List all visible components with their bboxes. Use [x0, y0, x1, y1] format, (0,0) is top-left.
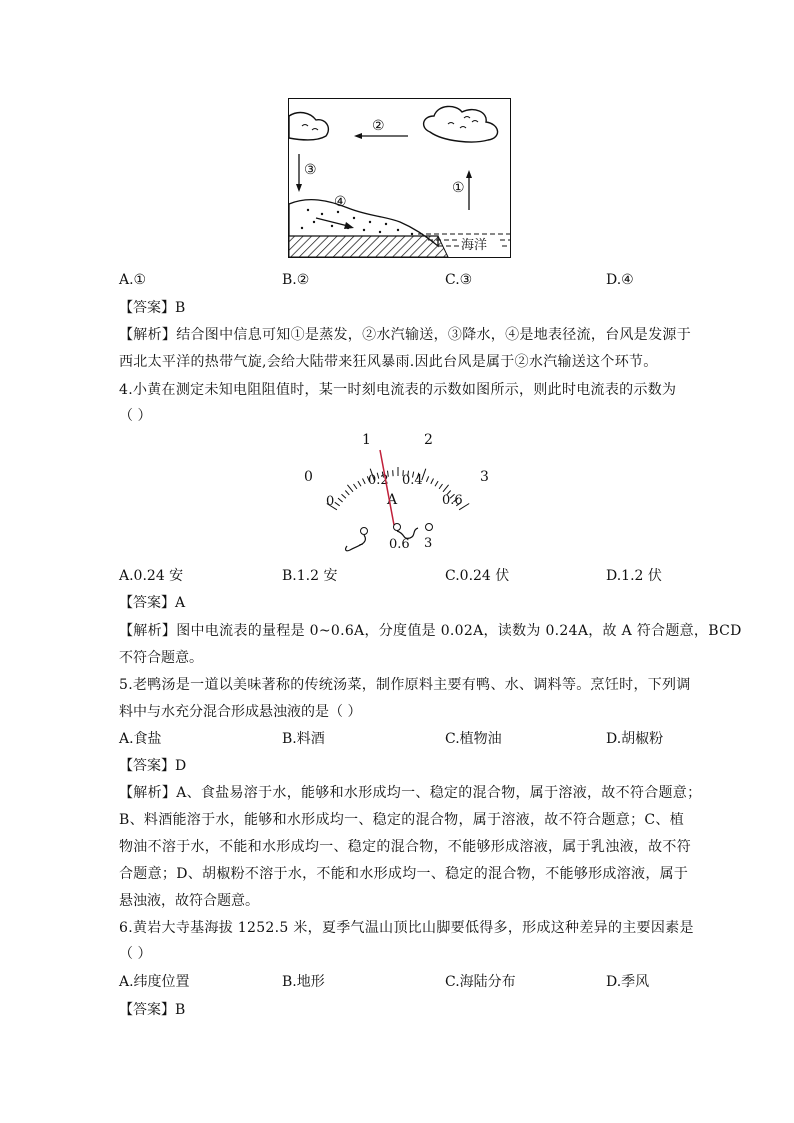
scale-tick: [363, 479, 366, 484]
label-transport: ②: [372, 118, 385, 134]
q4-answer: 【答案】A: [119, 595, 186, 611]
q5-option-c[interactable]: C.植物油: [445, 731, 502, 747]
terminal-3-label: 3: [424, 536, 433, 551]
ocean-label: 海洋: [461, 238, 488, 253]
q5-option-b[interactable]: B.料酒: [282, 731, 325, 747]
label-runoff: ④: [334, 194, 347, 210]
q3-option-d[interactable]: D.④: [606, 272, 634, 288]
scale-bottom-0.6: 0.6: [442, 493, 463, 508]
q3-answer: 【答案】B: [119, 300, 186, 316]
q3-option-a[interactable]: A.①: [119, 272, 147, 288]
bedrock: [289, 236, 448, 257]
scale-tick: [354, 484, 357, 489]
q6-option-d[interactable]: D.季风: [606, 974, 650, 990]
scale-tick: [335, 502, 340, 506]
scale-tick: [358, 481, 361, 486]
scale-tick: [431, 479, 434, 484]
q6-answer: 【答案】B: [119, 1002, 186, 1018]
scale-tick: [443, 485, 449, 492]
q5-analysis-line-3: 物油不溶于水，不能和水形成均一、稳定的混合物，不能够形成溶液，属于乳浊液，故不符: [119, 839, 691, 855]
q4-option-d[interactable]: D.1.2 伏: [606, 568, 662, 584]
q4-option-c[interactable]: C.0.24 伏: [445, 568, 510, 584]
q6-option-a[interactable]: A.纬度位置: [119, 974, 190, 990]
q5-option-d[interactable]: D.胡椒粉: [606, 731, 664, 747]
q5-analysis-line-4: 合题意；D、胡椒粉不溶于水，不能和水形成均一、稳定的混合物，不能够形成溶液，属于: [119, 866, 689, 882]
scale-top-2: 2: [424, 432, 433, 448]
q5-analysis-line-2: B、料酒能溶于水，能够和水形成均一、稳定的混合物，属于溶液，故不符合题意；C、植: [119, 812, 684, 828]
q4-stem-line-1: 4.小黄在测定未知电阻阻值时，某一时刻电流表的示数如图所示，则此时电流表的示数为: [119, 382, 677, 398]
scale-top-0: 0: [304, 469, 313, 485]
q6-option-c[interactable]: C.海陆分布: [445, 974, 516, 990]
q4-option-b[interactable]: B.1.2 安: [282, 568, 338, 584]
scale-tick: [426, 476, 428, 482]
scale-top-3: 3: [480, 469, 489, 485]
scale-bottom-0.4: 0.4: [402, 473, 423, 488]
scale-top-1: 1: [362, 432, 371, 448]
q5-stem-line-1: 5.老鸭汤是一道以美味著称的传统汤菜，制作原料主要有鸭、水、调料等。烹饪时，下列调: [119, 677, 691, 693]
scale-tick: [342, 494, 346, 498]
terminal-minus-label: -: [359, 537, 364, 551]
q5-answer: 【答案】D: [119, 758, 187, 774]
terminal-3: [426, 524, 433, 531]
q5-option-a[interactable]: A.食盐: [119, 731, 162, 747]
q5-analysis-line-1: 【解析】A、食盐易溶于水，能够和水形成均一、稳定的混合物，属于溶液，故不符合题意；: [119, 785, 702, 801]
ammeter-unit: A: [387, 492, 398, 508]
q4-stem-line-2: （ ）: [119, 408, 152, 424]
q3-option-c[interactable]: C.③: [445, 272, 473, 288]
label-precipitation: ③: [304, 162, 317, 178]
terminal-0.6: [394, 524, 401, 531]
q3-analysis-line-2: 西北太平洋的热带气旋,会给大陆带来狂风暴雨.因此台风是属于②水汽输送这个环节。: [119, 354, 658, 370]
scale-tick: [439, 484, 442, 489]
q3-analysis-line-1: 【解析】结合图中信息可知①是蒸发，②水汽输送，③降水，④是地表径流，台风是发源于: [119, 327, 691, 343]
q5-stem-line-2: 料中与水充分混合形成悬浊液的是（ ）: [119, 704, 362, 720]
q4-option-a[interactable]: A.0.24 安: [119, 568, 184, 584]
scale-bottom-0: 0: [326, 494, 335, 509]
water-cycle-figure: [288, 98, 511, 258]
q4-analysis-line-1: 【解析】图中电流表的量程是 0~0.6A，分度值是 0.02A，读数为 0.24A，故 A 符合题意，BCD: [119, 623, 742, 639]
scale-bottom-0.2: 0.2: [368, 473, 389, 488]
ammeter-figure: [298, 430, 498, 555]
terminal-0.6-label: 0.6: [389, 537, 410, 552]
q3-option-b[interactable]: B.②: [282, 272, 310, 288]
scale-tick: [347, 485, 353, 492]
scale-tick: [345, 491, 349, 495]
q6-stem-line-2: （ ）: [119, 946, 152, 962]
terminal-minus: [361, 528, 368, 535]
scale-tick: [338, 498, 343, 502]
q5-analysis-line-5: 悬浊液，故符合题意。: [119, 893, 259, 909]
q6-option-b[interactable]: B.地形: [282, 974, 325, 990]
scale-tick: [435, 481, 438, 486]
q4-analysis-line-2: 不符合题意。: [119, 650, 203, 666]
label-evaporation: ①: [452, 180, 465, 196]
q6-stem-line-1: 6.黄岩大寺基海拔 1252.5 米，夏季气温山顶比山脚要低得多，形成这种差异的主要因素是: [119, 920, 694, 936]
